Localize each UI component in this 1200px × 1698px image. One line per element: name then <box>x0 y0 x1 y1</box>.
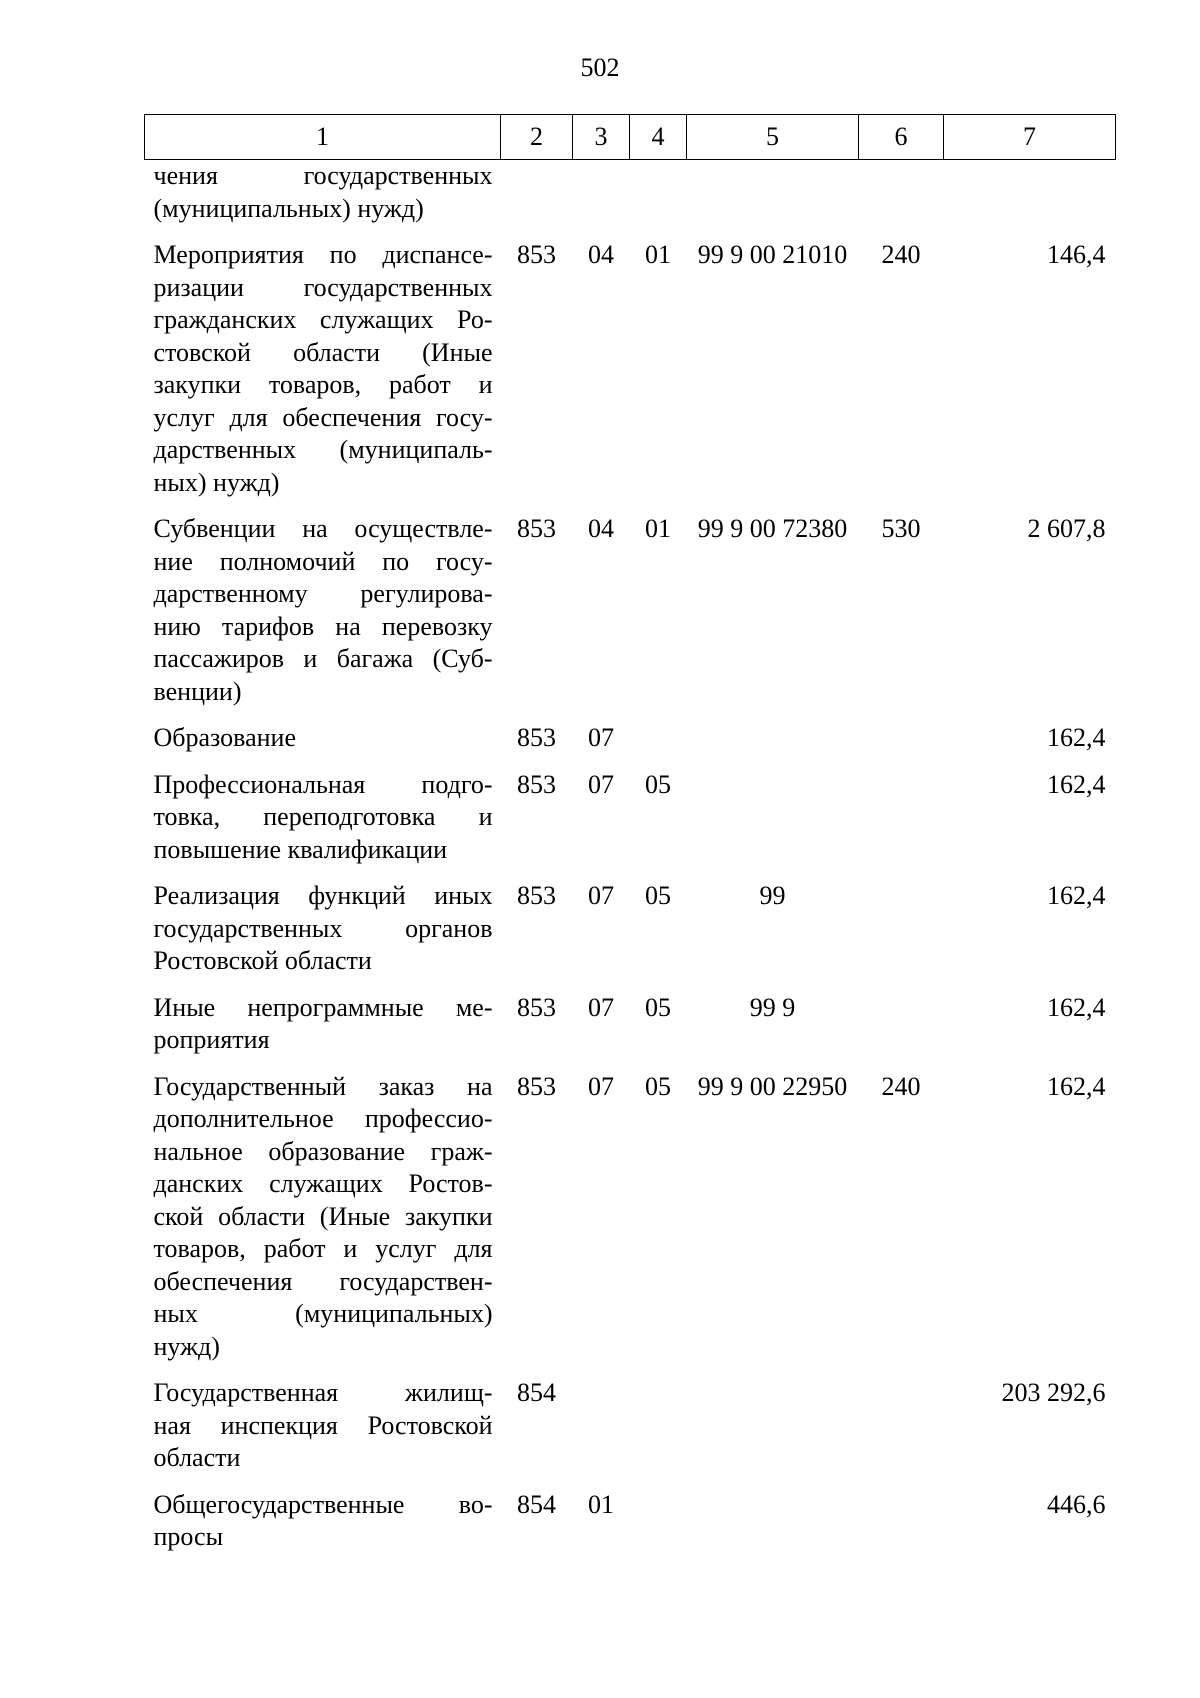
cell-section-code: 07 <box>588 723 614 752</box>
row-description-line: нужд) <box>153 1331 220 1361</box>
table-row <box>145 1071 1116 1378</box>
cell-target-article: 99 9 <box>749 992 796 1022</box>
row-description-line: дарственных (муниципаль- <box>153 435 493 464</box>
cell-amount: 162,4 <box>1047 769 1106 799</box>
row-description-line: пассажиров и багажа (Суб- <box>153 644 493 673</box>
row-description-line: Общегосударственные во- <box>153 1489 493 1519</box>
row-description <box>145 769 501 881</box>
row-description-line: венции) <box>153 676 242 706</box>
row-description-line: нальное образование граж- <box>153 1136 493 1166</box>
cell-subsection-code <box>630 160 687 240</box>
cell-ministry-code: 853 <box>517 514 556 543</box>
row-description <box>145 1489 501 1568</box>
row-description-line: обеспечения государствен- <box>153 1266 493 1296</box>
cell-target-article: 99 <box>759 881 786 910</box>
row-description-line: товаров, работ и услуг для <box>153 1234 493 1263</box>
cell-expense-type <box>859 722 944 769</box>
row-description-line: нию тарифов на перевозку <box>153 611 493 641</box>
header-col-3: 3 <box>573 115 630 160</box>
row-description-line: Государственная жилищ- <box>153 1378 493 1407</box>
cell-section-code: 01 <box>588 1489 614 1519</box>
cell-amount: 162,4 <box>1047 723 1106 752</box>
cell-target-article: 99 9 00 72380 <box>697 514 848 543</box>
cell-section-code <box>573 1377 630 1489</box>
cell-section-code: 07 <box>588 769 614 799</box>
cell-target-article: 99 9 00 22950 <box>697 1071 848 1101</box>
cell-ministry-code: 854 <box>517 1378 556 1407</box>
budget-table <box>144 114 1116 1568</box>
cell-section-code: 04 <box>588 240 614 269</box>
cell-expense-type <box>859 160 944 240</box>
cell-expense-type: 240 <box>881 240 921 269</box>
row-description <box>145 1377 501 1489</box>
row-description-line: государственных органов <box>153 913 493 943</box>
table-row <box>145 880 1116 992</box>
row-description-line: (муниципальных) нужд) <box>153 193 424 223</box>
row-description-line: ных) нужд) <box>153 467 280 497</box>
cell-ministry-code: 854 <box>517 1489 556 1519</box>
row-description-line: Государственный заказ на <box>153 1071 493 1101</box>
row-description-line: ние полномочий по госу- <box>153 546 493 576</box>
row-description-line: Субвенции на осуществле- <box>153 514 493 543</box>
cell-expense-type <box>859 1489 944 1568</box>
row-description-line: ная инспекция Ростовской <box>153 1410 493 1440</box>
cell-target-article <box>687 1377 859 1489</box>
header-col-5: 5 <box>687 115 859 160</box>
cell-ministry-code: 853 <box>517 723 556 752</box>
cell-expense-type: 240 <box>881 1071 921 1101</box>
budget-table-container <box>144 114 1115 1568</box>
table-row <box>145 1377 1116 1489</box>
cell-section-code: 07 <box>588 881 614 910</box>
row-description-line: ных (муниципальных) <box>153 1299 493 1328</box>
cell-subsection-code: 01 <box>645 240 671 269</box>
cell-subsection-code <box>630 722 687 769</box>
cell-expense-type <box>859 992 944 1071</box>
cell-subsection-code: 05 <box>645 992 671 1022</box>
cell-amount: 446,6 <box>1047 1489 1106 1519</box>
row-description-line: услуг для обеспечения госу- <box>153 402 493 432</box>
cell-subsection-code: 05 <box>645 1071 671 1101</box>
row-description-line: области <box>153 1443 241 1472</box>
row-description-line: чения государственных <box>153 161 493 190</box>
header-col-7: 7 <box>944 115 1116 160</box>
cell-expense-type <box>859 880 944 992</box>
row-description-line: стовской области (Иные <box>153 337 493 367</box>
cell-section-code: 07 <box>588 992 614 1022</box>
table-row <box>145 160 1116 240</box>
row-description-line: Профессиональная подго- <box>153 769 493 799</box>
page-number: 502 <box>580 53 620 82</box>
cell-expense-type <box>859 769 944 881</box>
table-body <box>145 160 1116 1568</box>
table-row <box>145 722 1116 769</box>
cell-subsection-code: 05 <box>645 881 671 910</box>
table-row <box>145 513 1116 722</box>
cell-section-code: 07 <box>588 1071 614 1101</box>
row-description-line: Мероприятия по диспансе- <box>153 240 493 269</box>
header-col-4: 4 <box>630 115 687 160</box>
cell-amount: 162,4 <box>1047 992 1106 1022</box>
table-row <box>145 769 1116 881</box>
cell-expense-type <box>859 1377 944 1489</box>
row-description-line: ризации государственных <box>153 272 493 302</box>
row-description-line: дарственному регулирова- <box>153 579 493 608</box>
cell-amount: 162,4 <box>1047 881 1106 910</box>
cell-ministry-code: 853 <box>517 769 556 799</box>
cell-subsection-code: 01 <box>645 514 671 543</box>
cell-ministry-code: 853 <box>517 1071 556 1101</box>
row-description-line: гражданских служащих Ро- <box>153 305 493 334</box>
header-row <box>145 115 1116 160</box>
row-description-line: Образование <box>153 723 297 752</box>
cell-ministry-code: 853 <box>517 992 556 1022</box>
row-description <box>145 880 501 992</box>
cell-expense-type: 530 <box>881 514 921 543</box>
row-description-line: Иные непрограммные ме- <box>153 992 493 1022</box>
row-description <box>145 160 501 240</box>
cell-amount: 146,4 <box>1047 240 1106 269</box>
row-description-line: просы <box>153 1522 224 1551</box>
row-description <box>145 992 501 1071</box>
header-col-2: 2 <box>501 115 573 160</box>
cell-section-code <box>573 160 630 240</box>
cell-target-article <box>687 1489 859 1568</box>
table-row <box>145 1489 1116 1568</box>
cell-subsection-code: 05 <box>645 769 671 799</box>
row-description-line: Реализация функций иных <box>153 881 493 910</box>
header-col-6: 6 <box>859 115 944 160</box>
cell-ministry-code: 853 <box>517 881 556 910</box>
table-header <box>145 115 1116 160</box>
cell-section-code: 04 <box>588 514 614 543</box>
table-row <box>145 239 1116 513</box>
header-col-1: 1 <box>145 115 501 160</box>
table-row <box>145 992 1116 1071</box>
cell-subsection-code <box>630 1377 687 1489</box>
row-description-line: повышение квалификации <box>153 834 448 864</box>
cell-target-article <box>687 722 859 769</box>
row-description-line: закупки товаров, работ и <box>153 370 493 399</box>
cell-amount: 2 607,8 <box>1027 514 1106 543</box>
row-description-line: товка, переподготовка и <box>153 802 493 831</box>
cell-ministry-code <box>501 160 573 240</box>
row-description-line: ской области (Иные закупки <box>153 1201 493 1231</box>
row-description-line: роприятия <box>153 1025 270 1054</box>
cell-target-article <box>687 769 859 881</box>
row-description <box>145 1071 501 1378</box>
cell-target-article <box>687 160 859 240</box>
row-description <box>145 722 501 769</box>
cell-subsection-code <box>630 1489 687 1568</box>
cell-target-article: 99 9 00 21010 <box>697 240 848 269</box>
row-description-line: данских служащих Ростов- <box>153 1169 493 1198</box>
row-description <box>145 513 501 722</box>
cell-ministry-code: 853 <box>517 240 556 269</box>
row-description-line: Ростовской области <box>153 946 372 975</box>
row-description-line: дополнительное профессио- <box>153 1104 493 1133</box>
cell-amount: 203 292,6 <box>1001 1378 1106 1407</box>
row-description <box>145 239 501 513</box>
cell-amount: 162,4 <box>1047 1071 1106 1101</box>
cell-amount <box>944 160 1116 240</box>
